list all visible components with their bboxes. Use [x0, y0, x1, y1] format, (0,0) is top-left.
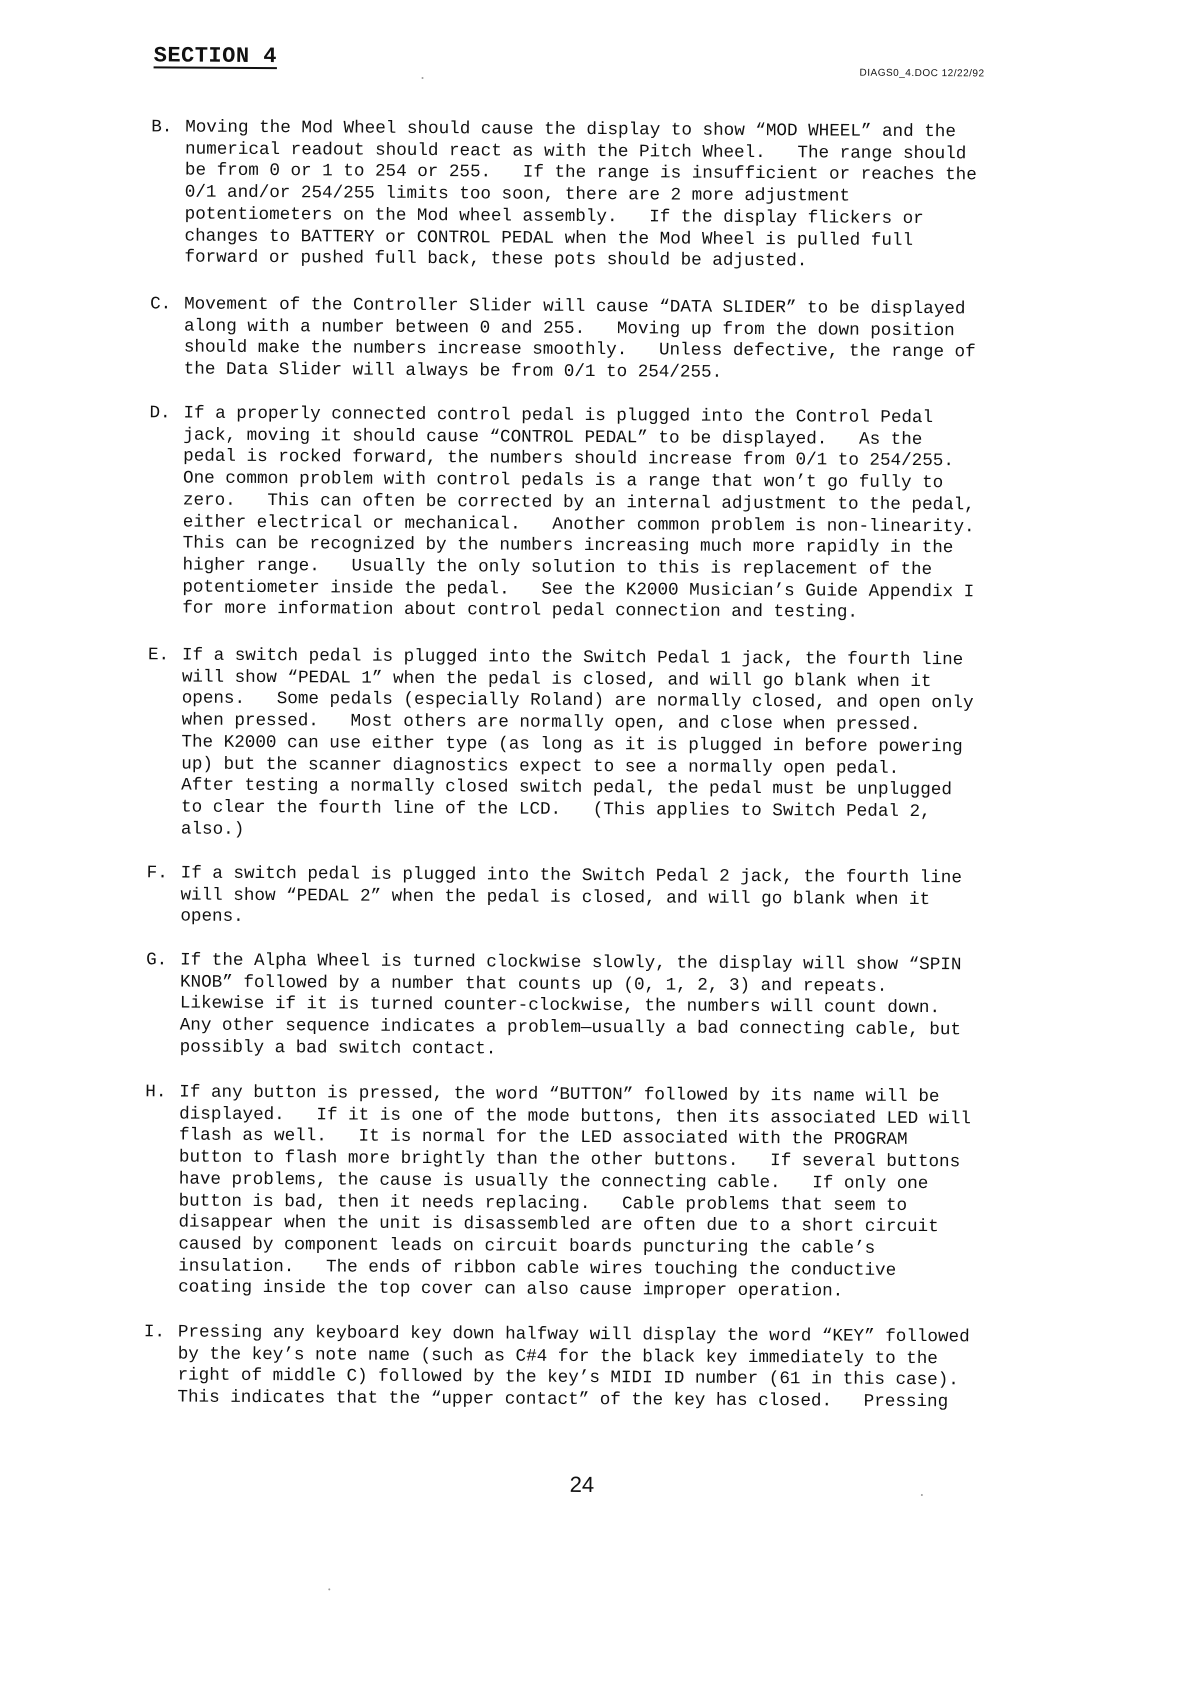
item-text: If any button is pressed, the word “BUTTON” followed by its name will be displayed. If it is one of the mode buttons, then its associated LED will flash as well. It is normal for the LED associated with the PROGRAM button to flash more brightly than the other buttons. If several buttons have problems, the cause is usually the connecting cable. If only one button is bad, then it needs replacing. Cable problems that seem to disappear when the unit is disassembled are often due to a short circuit caused by component leads on circuit boards puncturing the cable’s insulation. The ends of ribbon cable wires touching the conductive coating inside the top cover can also cause improper operation. — [178, 1082, 972, 1302]
item-letter: G. — [146, 950, 168, 971]
document-id-and-date: DIAGS0_4.DOC 12/22/92 — [859, 67, 985, 80]
item-letter: H. — [145, 1082, 167, 1103]
list-item-c — [150, 294, 1130, 383]
list-item-b — [151, 117, 1131, 272]
item-letter: B. — [151, 117, 173, 138]
list-item-d — [149, 403, 1130, 623]
item-text: If a switch pedal is plugged into the Switch Pedal 1 jack, the fourth line will show “PEDAL 1” when the pedal is closed, and will go blank when it opens. Some pedals (especially Roland) are normally closed, and open only when pressed. Most others are normally open, and close when pressed. The K2000 can use either type (as long as it is plugged in before powering up) but the scanner diagnostics expect to see a normally open pedal. After testing a normally closed switch pedal, the pedal must be unplugged to clear the fourth line of the LCD. (This applies to Switch Pedal 2, also.) — [180, 645, 974, 840]
item-text: If a switch pedal is plugged into the Switch Pedal 2 jack, the fourth line will show “PEDAL 2” when the pedal is closed, and will go blank when it opens. — [180, 863, 962, 928]
item-letter: D. — [149, 403, 171, 424]
section-title: SECTION 4 — [153, 43, 278, 70]
scan-speck — [921, 1494, 923, 1496]
item-letter: C. — [150, 294, 172, 315]
page-number: 24 — [569, 1471, 595, 1498]
list-item-f — [146, 863, 1127, 928]
scan-speck — [422, 77, 424, 79]
list-item-g — [146, 950, 1126, 1060]
item-text: Moving the Mod Wheel should cause the display to show “MOD WHEEL” and the numerical readout should react as with the Pitch Wheel. The range should be from 0 or 1 to 254 or 255. If the range is insufficient or reaches the 0/1 and/or 254/255 limits too soon, there are 2 more adjustment potentiometers on the Mod wheel assembly. If the display flickers or changes to BATTERY or CONTROL PEDAL when the Mod Wheel is pulled full forward or pushed full back, these pots should be adjusted. — [184, 117, 977, 272]
item-text: If a properly connected control pedal is plugged into the Control Pedal jack, moving it should cause “CONTROL PEDAL” to be displayed. As the pedal is rocked forward, the numbers should increase from 0/1 to 254/255. One common problem with control pedals is a range that won’t go fully to zero. This can often be corrected by an internal adjustment to the pedal, either electrical or mechanical. Another common problem is non-linearity. This can be recognized by the numbers increasing much more rapidly in the higher range. Usually the only solution to this is replacement of the potentiometer inside the pedal. See the K2000 Musician’s Guide Appendix I for more information about control pedal connection and testing. — [182, 403, 975, 623]
scan-speck — [328, 1588, 330, 1590]
item-text: If the Alpha Wheel is turned clockwise slowly, the display will show “SPIN KNOB” followed by a number that counts up (0, 1, 2, 3) and repeats. Likewise if it is turned counter-clockwise, the numbers will count down. Any other sequence indicates a problem—usually a bad connecting cable, but possibly a bad switch contact. — [179, 950, 962, 1060]
list-item-i — [143, 1322, 1124, 1413]
item-letter: F. — [146, 863, 168, 884]
list-item-h — [145, 1082, 1125, 1302]
list-item-e — [147, 645, 1128, 840]
item-letter: E. — [147, 645, 170, 666]
item-text: Pressing any keyboard key down halfway will display the word “KEY” followed by the key’s note name (such as C#4 for the black key immediately to the right of middle C) followed by the key’s MIDI ID number (61 in this case). This indicates that the “upper contact” of the key has closed. Pressing — [177, 1322, 970, 1413]
item-letter: I. — [143, 1322, 166, 1343]
item-text: Movement of the Controller Slider will cause “DATA SLIDER” to be displayed along with a number between 0 and 255. Moving up from the down position should make the numbers increase smoothly. Unless defective, the range of the Data Slider will always be from 0/1 to 254/255. — [183, 294, 976, 383]
